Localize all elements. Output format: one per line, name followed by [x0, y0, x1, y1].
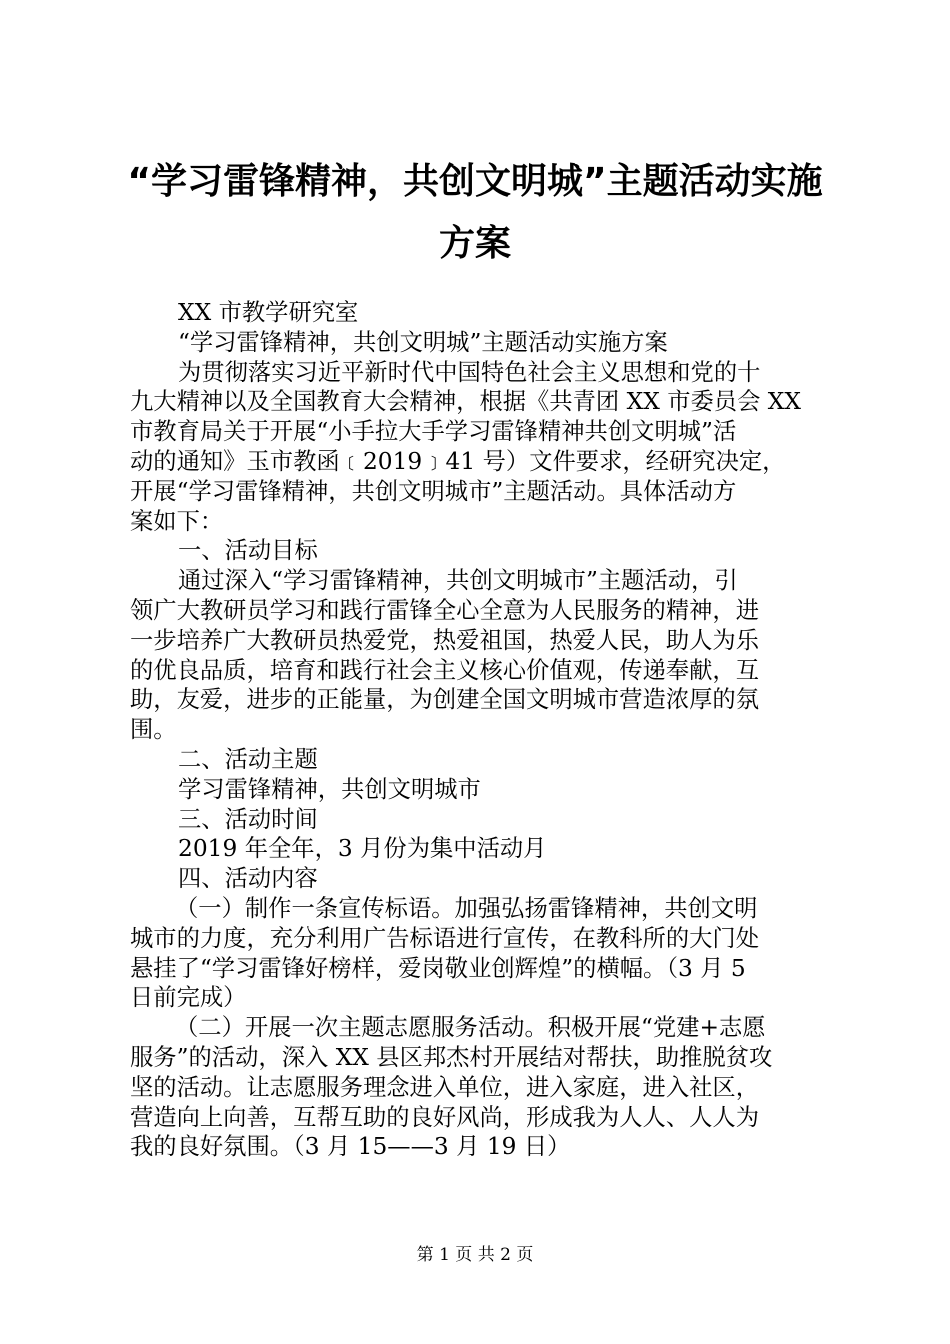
- body-line: （一）制作一条宣传标语。加强弘扬雷锋精神，共创文明: [175, 894, 758, 922]
- body-line: （二）开展一次主题志愿服务活动。积极开展“党建+志愿: [175, 1014, 766, 1042]
- section-heading: 四、活动内容: [178, 865, 318, 893]
- body-line: 日前完成）: [130, 984, 247, 1012]
- page-footer: 第 1 页 共 2 页: [416, 1245, 534, 1265]
- body-line: 坚的活动。让志愿服务理念进入单位，进入家庭，进入社区，: [130, 1073, 760, 1101]
- body-line: 2019 年全年，3 月份为集中活动月: [178, 835, 547, 863]
- body-line: XX 市教学研究室: [178, 299, 359, 326]
- document-title-line-1: “学习雷锋精神，共创文明城”主题活动实施: [127, 161, 823, 202]
- body-line: 领广大教研员学习和践行雷锋全心全意为人民服务的精神，进: [130, 596, 760, 624]
- body-line: 悬挂了“学习雷锋好榜样，爱岗敬业创辉煌”的横幅。（3 月 5: [130, 954, 746, 982]
- body-line: 营造向上向善，互帮互助的良好风尚，形成我为人人、人人为: [130, 1103, 760, 1131]
- body-line: “学习雷锋精神，共创文明城”主题活动实施方案: [178, 328, 668, 356]
- section-heading: 三、活动时间: [178, 805, 318, 833]
- body-line: 市教育局关于开展“小手拉大手学习雷锋精神共创文明城”活: [130, 418, 737, 446]
- body-line: 动的通知》玉市教函﹝2019﹞41 号）文件要求，经研究决定，: [130, 447, 786, 475]
- document-title-line-2: 方案: [438, 223, 511, 264]
- body-line: 九大精神以及全国教育大会精神，根据《共青团 XX 市委员会 XX: [130, 388, 801, 416]
- body-line: 开展“学习雷锋精神，共创文明城市”主题活动。具体活动方: [130, 477, 737, 505]
- body-line: 学习雷锋精神，共创文明城市: [178, 775, 481, 803]
- body-line: 案如下：: [130, 507, 224, 535]
- section-heading: 二、活动主题: [178, 745, 318, 773]
- section-heading: 一、活动目标: [178, 537, 318, 565]
- body-line: 为贯彻落实习近平新时代中国特色社会主义思想和党的十: [178, 358, 761, 386]
- document-body: [130, 298, 830, 1162]
- body-line: 通过深入“学习雷锋精神，共创文明城市”主题活动，引: [178, 567, 738, 595]
- body-line: 一步培养广大教研员热爱党，热爱祖国，热爱人民，助人为乐: [130, 626, 760, 654]
- body-line: 城市的力度，充分利用广告标语进行宣传，在教科所的大门处: [130, 924, 760, 952]
- body-line: 围。: [130, 716, 177, 744]
- body-line: 助，友爱，进步的正能量，为创建全国文明城市营造浓厚的氛: [130, 686, 760, 714]
- body-line: 我的良好氛围。（3 月 15——3 月 19 日）: [130, 1133, 571, 1161]
- body-line: 的优良品质，培育和践行社会主义核心价值观，传递奉献，互: [130, 656, 760, 684]
- body-line: 服务”的活动，深入 XX 县区邦杰村开展结对帮扶，助推脱贫攻: [130, 1043, 773, 1071]
